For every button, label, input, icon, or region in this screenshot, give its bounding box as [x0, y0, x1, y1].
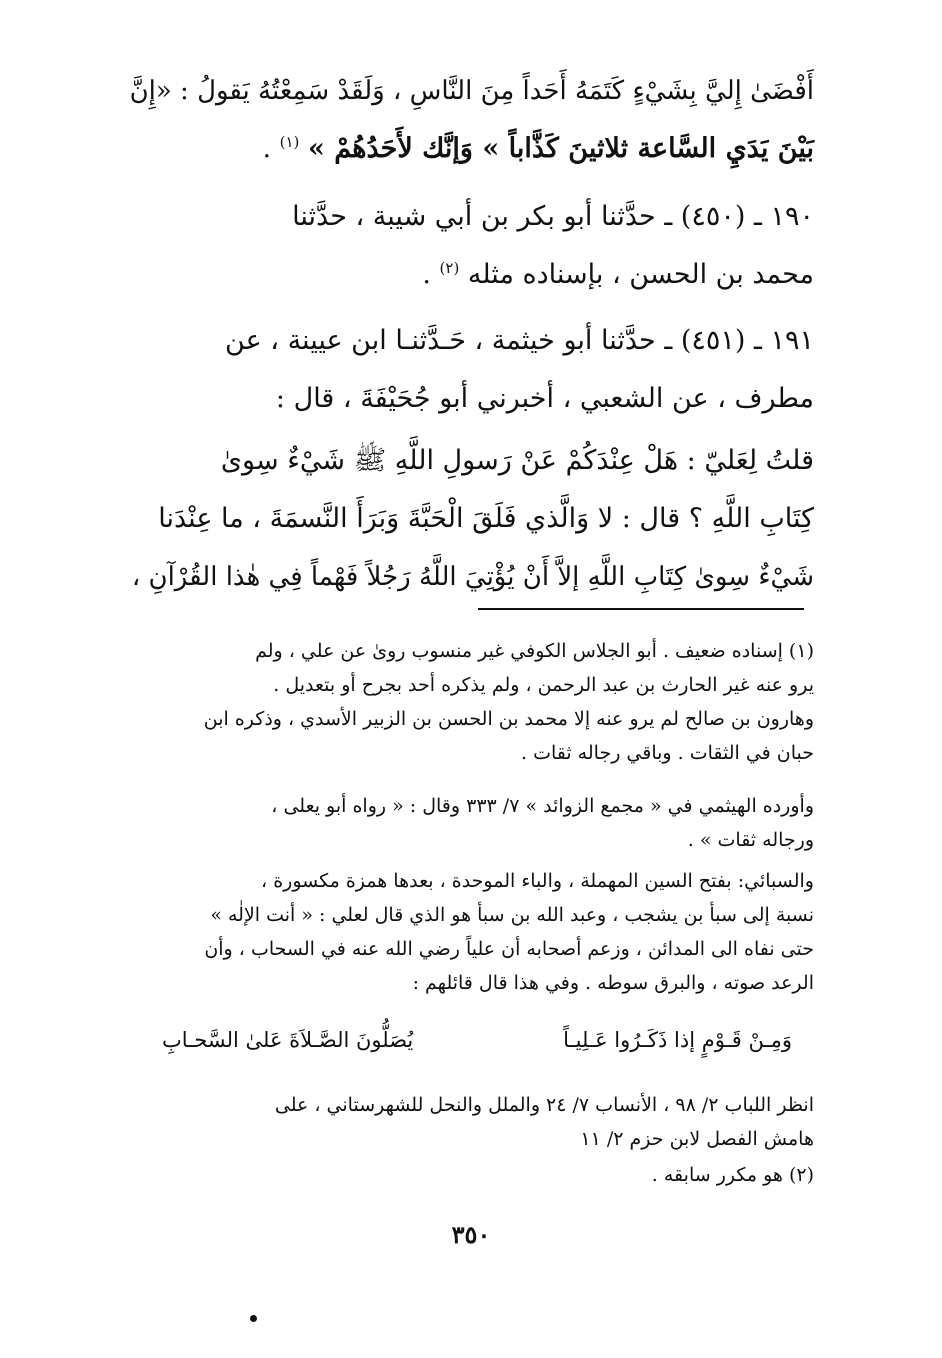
poetry-verse [162, 1028, 792, 1052]
text-line [124, 246, 814, 304]
text-line [124, 120, 814, 178]
footnote-line: حبان في الثقات . وباقي رجاله ثقات . [520, 742, 814, 764]
footnote-line: الرعد صوته ، والبرق سوطه . وفي هذا قال قائلهم : [412, 972, 814, 994]
ink-dot [250, 1315, 257, 1322]
footnote-ref: (٢) [439, 259, 460, 277]
footnote-line: (١) إسناده ضعيف . أبو الجلاس الكوفي غير منسوب روىٰ عن علي ، ولم [255, 640, 814, 662]
verse-first-hemistich: وَمِـنْ قَـوْمٍ إذا ذَكَـرُوا عَـلِيـاً [563, 1028, 792, 1052]
text-line: مطرف ، عن الشعبي ، أخبرني أبو جُحَيْفَةَ ، قال : [275, 383, 814, 414]
verse-second-hemistich: يُصَلُّونَ الصَّـلاَةَ عَلىٰ السَّحـابِ [162, 1028, 414, 1052]
footnote-ref: (١) [279, 133, 300, 151]
page-number: ٣٥٠ [451, 1220, 491, 1249]
footnote-1 [124, 634, 814, 770]
footnote-separator [478, 608, 804, 610]
footnote-line: والسبائي: بفتح السين المهملة ، والباء الموحدة ، بعدها همزة مكسورة ، [261, 870, 814, 892]
paragraph-hadith-190 [124, 188, 814, 304]
text-line: قلتُ لِعَليّ : هَلْ عِنْدَكُمْ عَنْ رَسولِ اللَّهِ ﷺ شَيْءٌ سِوىٰ [220, 445, 814, 476]
footnote-1-sabai [124, 864, 814, 1000]
text-line: كِتَابِ اللَّهِ ؟ قال : لا وَالَّذي فَلَقَ الْحَبَّةَ وَبَرَأَ النَّسمَةَ ، ما عِنْدَنا [158, 503, 814, 534]
text-line: أَفْضَىٰ إِليَّ بِشَيْءٍ كَتَمَهُ أَحَداً مِنَ النَّاسِ ، وَلَقَدْ سَمِعْتُهُ يَقولُ : «إِنَّ [129, 76, 814, 106]
footnote-1-haythami [124, 789, 814, 857]
text-line: ١٩١ ـ (٤٥١) ـ حدَّثنا أبو خيثمة ، حَـدَّثنـا ابن عيينة ، عن [225, 325, 814, 356]
footnote-line: (٢) هو مكرر سابقه . [651, 1164, 814, 1186]
footnote-line: نسبة إلى سبأ بن يشجب ، وعبد الله بن سبأ هو الذي قال لعلي : « أنت الإلٰه » [210, 904, 814, 926]
paragraph-hadith-text [124, 432, 814, 606]
footnote-line: انظر اللباب ٢/ ٩٨ ، الأنساب ٧/ ٢٤ والملل والنحل للشهرستاني ، على [274, 1094, 814, 1116]
text-span: محمد بن الحسن ، بإسناده مثله [467, 259, 814, 290]
bold-quote: بَيْنَ يَدَيِ السَّاعة ثلاثينَ كَذَّاباً » وَإنَّك لأَحَدُهُمْ » [308, 133, 814, 164]
paragraph-hadith-191 [124, 312, 814, 428]
footnote-line: حتى نفاه الى المدائن ، وزعم أصحابه أن علياً رضي الله عنه في السحاب ، وأن [204, 938, 814, 960]
footnote-line: وهارون بن صالح لم يرو عنه إلا محمد بن الحسن بن الزبير الأسدي ، وذكره ابن [203, 708, 814, 730]
punctuation: . [422, 259, 431, 290]
footnote-line: هامش الفصل لابن حزم ٢/ ١١ [580, 1128, 814, 1150]
footnote-1-references [124, 1088, 814, 1156]
footnote-line: يرو عنه غير الحارث بن عبد الرحمن ، ولم يذكره أحد بجرح أو بتعديل . [273, 674, 814, 696]
paragraph-hadith-continuation [124, 62, 814, 178]
footnote-line: وأورده الهيثمي في « مجمع الزوائد » ٧/ ٣٣٣ وقال : « رواه أبو يعلى ، [271, 795, 814, 817]
text-line: شَيْءٌ سِوىٰ كِتَابِ اللَّهِ إلاَّ أَنْ يُؤْتِيَ اللَّهُ رَجُلاً فَهْماً فِي هٰذا القُرْآنِ ، [131, 562, 814, 592]
footnote-2 [124, 1158, 814, 1192]
footnote-line: ورجاله ثقات » . [687, 829, 814, 851]
punctuation: . [262, 133, 272, 164]
text-line: ١٩٠ ـ (٤٥٠) ـ حدَّثنا أبو بكر بن أبي شيبة ، حدَّثنا [292, 201, 814, 232]
